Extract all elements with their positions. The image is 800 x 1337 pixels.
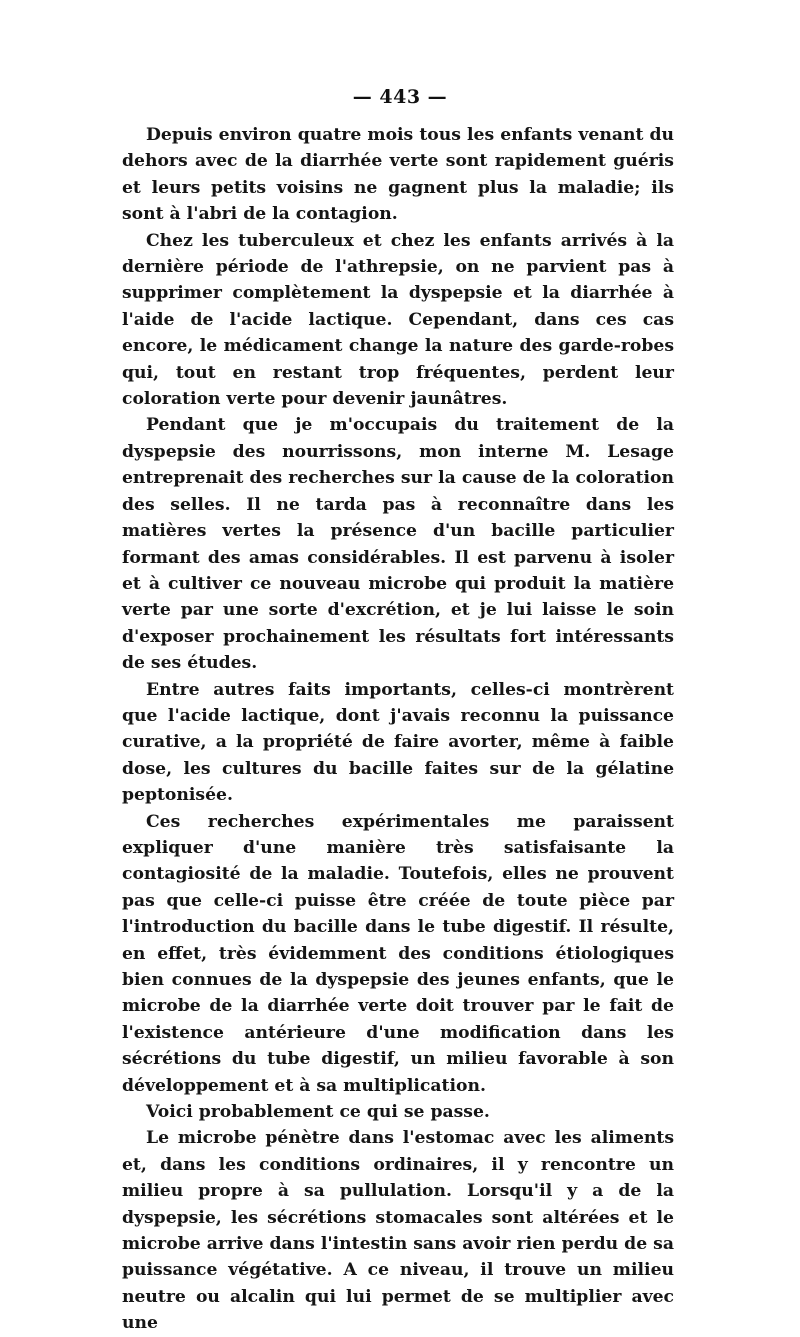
paragraph-1: Depuis environ quatre mois tous les enfants venant du dehors avec de la diarrhée verte sont rapidement guéris et leurs petits voisins ne gagnent plus la maladie; ils sont à l'abri de la contagion. xyxy=(122,125,674,225)
body-text xyxy=(122,122,674,1337)
paragraph-7: Le microbe pénètre dans l'estomac avec les aliments et, dans les conditions ordinaires, il y rencontre un milieu propre à sa pullulation. Lorsqu'il y a de la dyspepsie, les sécrétions stomacales sont altérées et le microbe arrive dans l'intestin sans avoir rien perdu de sa puissance végétative. A ce niveau, il trouve un milieu neutre ou alcalin qui lui permet de se multiplier avec une xyxy=(122,1128,674,1334)
paragraph-4: Entre autres faits importants, celles-ci montrèrent que l'acide lactique, dont j'avais reconnu la puissance curative, a la propriété de faire avorter, même à faible dose, les cultures du bacille faites sur de la gélatine peptonisée. xyxy=(122,679,674,806)
paragraph-3: Pendant que je m'occupais du traitement de la dyspepsie des nourrissons, mon interne M. Lesage entreprenait des recherches sur la cause de la coloration des selles. Il ne tarda pas à reconnaître dans les matières vertes la présence d'un bacille particulier formant des amas considérables. Il est parvenu à isoler et à cultiver ce nouveau microbe qui produit la matière verte par une sorte d'excrétion, et je lui laisse le soin d'exposer prochainement les résultats fort intéressants de ses études. xyxy=(122,415,674,674)
paragraph-5: Ces recherches expérimentales me paraissent expliquer d'une manière très satisfaisante la contagiosité de la maladie. Toutefois, elles ne prouvent pas que celle-ci puisse être créée de toute pièce par l'introduction du bacille dans le tube digestif. Il résulte, en effet, très évidemment des conditions étiologiques bien connues de la dyspepsie des jeunes enfants, que le microbe de la diarrhée verte doit trouver par le fait de l'existence antérieure d'une modification dans les sécrétions du tube digestif, un milieu favorable à son développement et à sa multiplication. xyxy=(122,811,674,1096)
page-number: — 443 — xyxy=(352,86,448,108)
paragraph-2: Chez les tuberculeux et chez les enfants arrivés à la dernière période de l'athrepsie, on ne parvient pas à supprimer complètement la dyspepsie et la diarrhée à l'aide de l'acide lactique. Cependant, dans ces cas encore, le médicament change la nature des garde-robes qui, tout en restant trop fréquentes, perdent leur coloration verte pour devenir jaunâtres. xyxy=(122,230,674,410)
paragraph-6: Voici probablement ce qui se passe. xyxy=(146,1102,490,1123)
